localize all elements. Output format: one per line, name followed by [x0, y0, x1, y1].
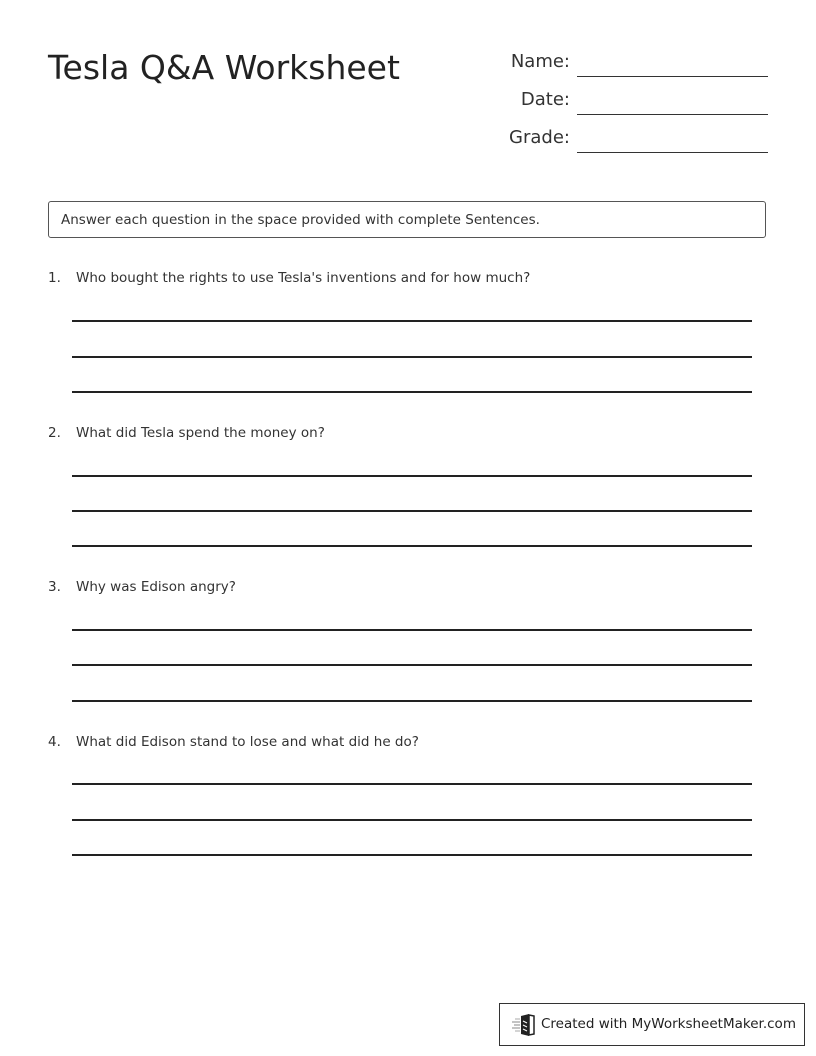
worksheet-maker-logo-icon	[512, 1014, 536, 1036]
worksheet-title: Tesla Q&A Worksheet	[48, 48, 400, 87]
answer-line[interactable]	[72, 510, 752, 512]
name-line[interactable]	[577, 76, 768, 77]
footer-badge[interactable]	[499, 1003, 805, 1046]
name-field[interactable]	[490, 48, 768, 78]
question-text: Why was Edison angry?	[76, 579, 236, 595]
question-number: 2.	[48, 425, 61, 441]
question-number: 4.	[48, 734, 61, 750]
question-text: What did Tesla spend the money on?	[76, 425, 325, 441]
instructions-text: Answer each question in the space provided with complete Sentences.	[61, 212, 540, 228]
date-label: Date:	[520, 89, 570, 110]
grade-label: Grade:	[509, 127, 570, 148]
answer-line[interactable]	[72, 700, 752, 702]
answer-line[interactable]	[72, 475, 752, 477]
instructions-box	[48, 201, 766, 238]
question-text: What did Edison stand to lose and what did he do?	[76, 734, 419, 750]
answer-line[interactable]	[72, 545, 752, 547]
answer-line[interactable]	[72, 664, 752, 666]
answer-line[interactable]	[72, 391, 752, 393]
date-line[interactable]	[577, 114, 768, 115]
grade-line[interactable]	[577, 152, 768, 153]
date-field[interactable]	[490, 86, 768, 116]
question-number: 1.	[48, 270, 61, 286]
question-text: Who bought the rights to use Tesla's inventions and for how much?	[76, 270, 531, 286]
answer-line[interactable]	[72, 629, 752, 631]
grade-field[interactable]	[490, 124, 768, 154]
answer-line[interactable]	[72, 356, 752, 358]
answer-line[interactable]	[72, 783, 752, 785]
footer-text: Created with MyWorksheetMaker.com	[541, 1016, 796, 1032]
answer-line[interactable]	[72, 854, 752, 856]
question-number: 3.	[48, 579, 61, 595]
answer-line[interactable]	[72, 320, 752, 322]
name-label: Name:	[510, 51, 570, 72]
answer-line[interactable]	[72, 819, 752, 821]
